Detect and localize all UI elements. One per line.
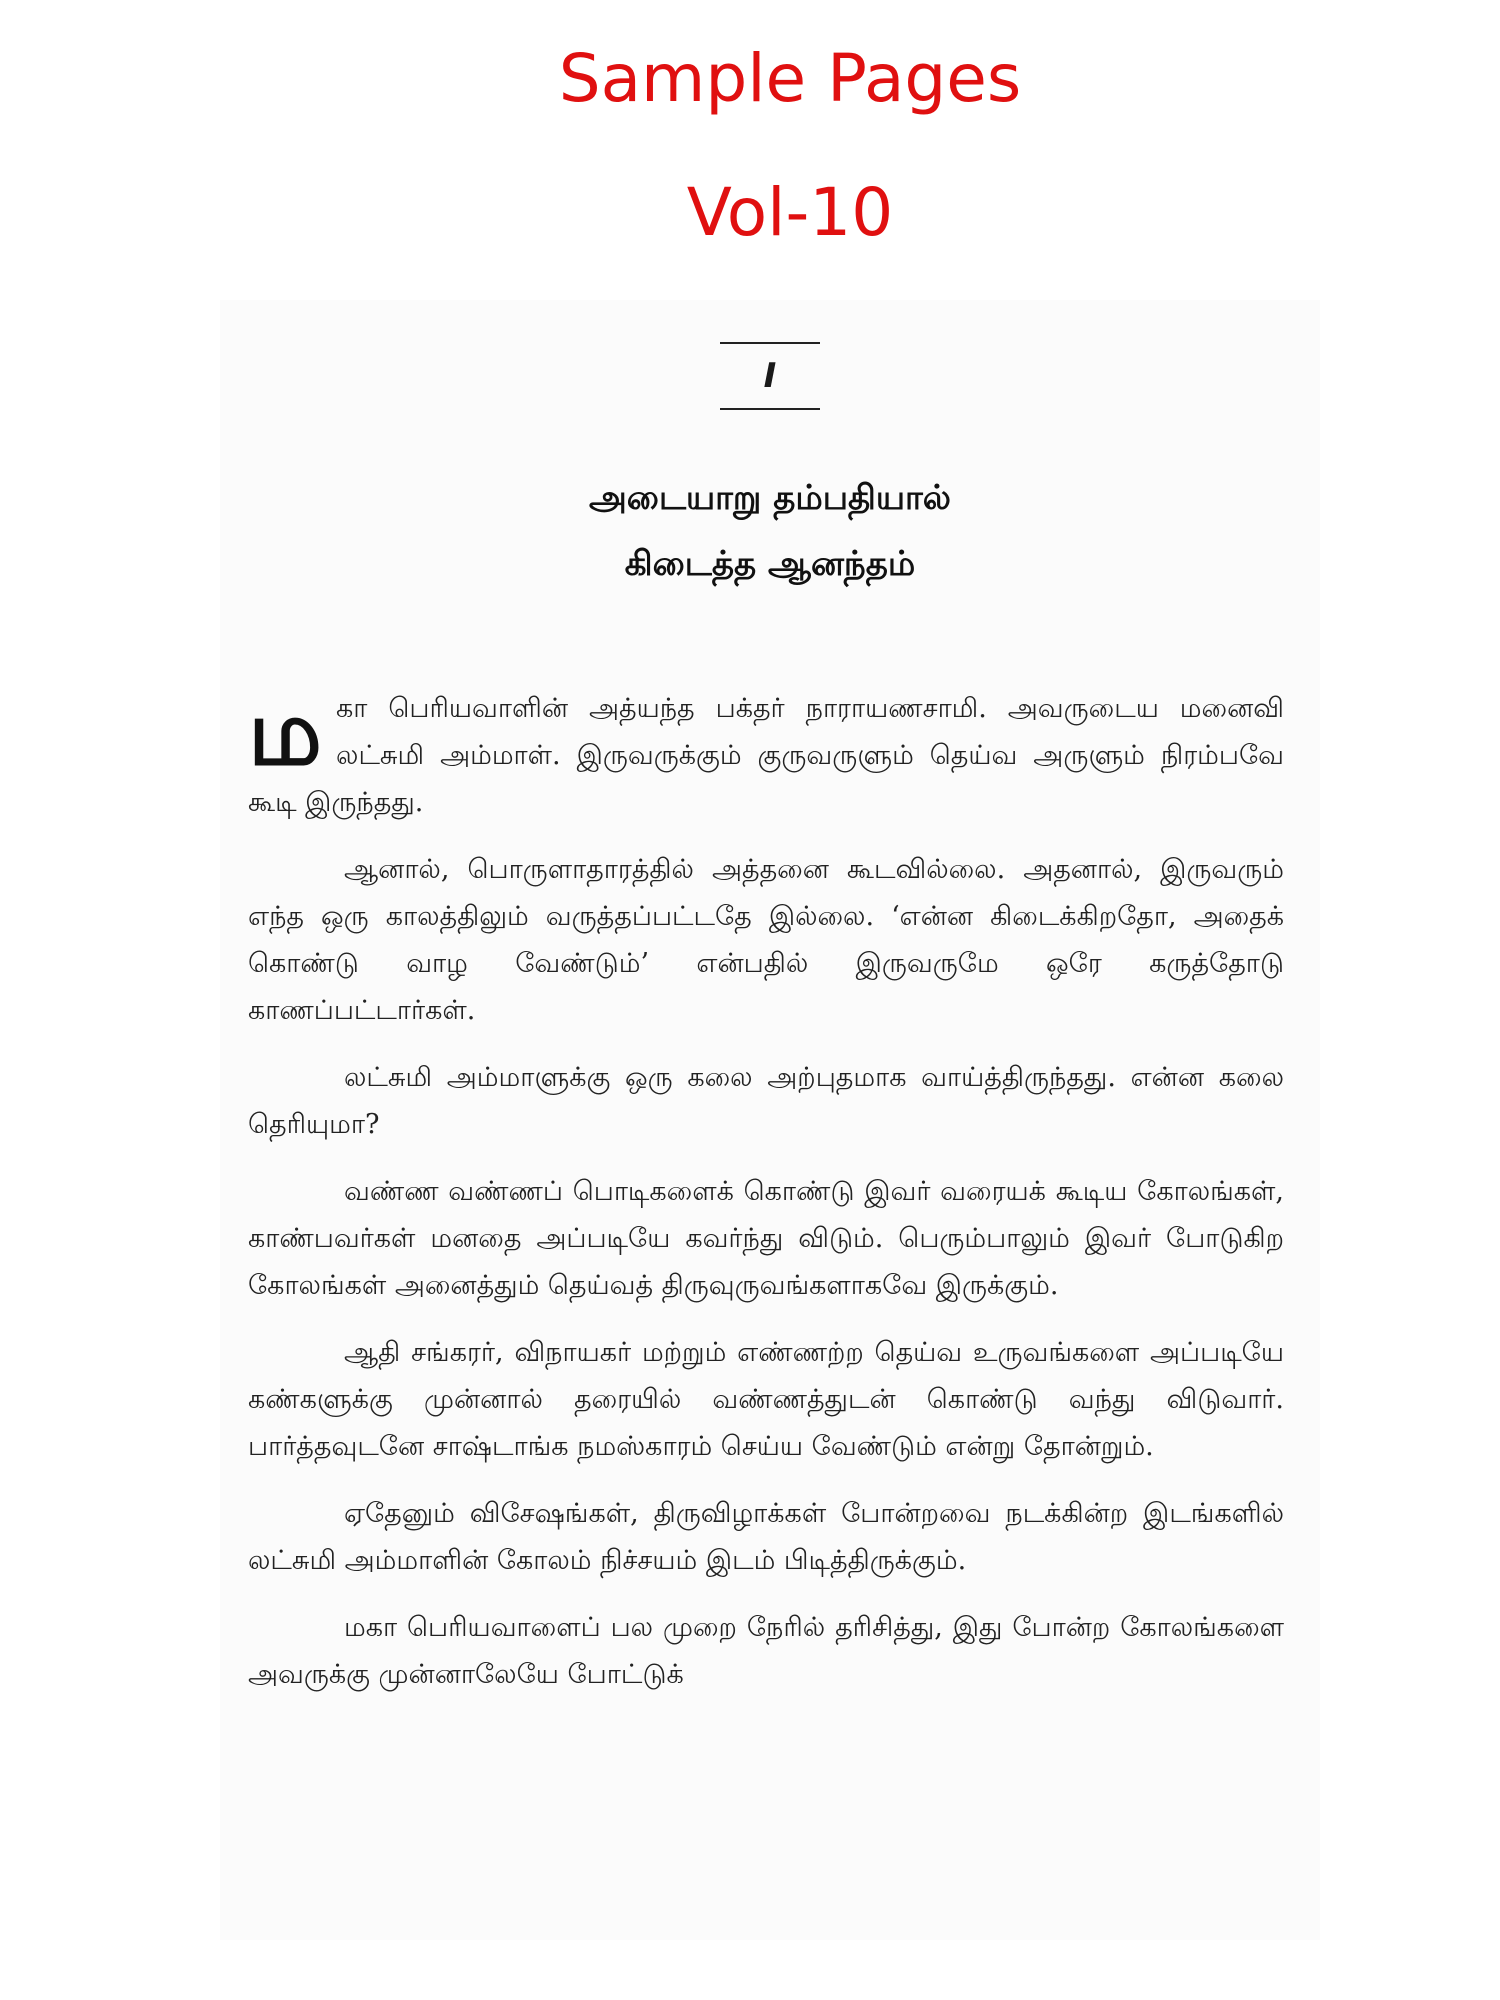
- chapter-title-line-2: கிடைத்த ஆனந்தம்: [624, 544, 916, 584]
- chapter-marker: [720, 342, 820, 410]
- drop-cap-letter: ம: [248, 679, 323, 786]
- paragraph-5: ஆதி சங்கரர், விநாயகர் மற்றும் எண்ணற்ற தெய்வ உருவங்களை அப்படியே கண்களுக்கு முன்னால் தரையில் வண்ணத்துடன் கொண்டு வந்து விடுவார். பார்த்தவுடனே சாஷ்டாங்க நமஸ்காரம் செய்ய வேண்டும் என்று தோன்றும்.: [248, 1337, 1284, 1462]
- chapter-body: [248, 679, 1284, 1718]
- chapter-rule-bottom: [720, 408, 820, 410]
- paragraph-4: வண்ண வண்ணப் பொடிகளைக் கொண்டு இவர் வரையக் கூடிய கோலங்கள், காண்பவர்கள் மனதை அப்படியே கவர்ந்து விடும். பெரும்பாலும் இவர் போடுகிற கோலங்கள் அனைத்தும் தெய்வத் திருவுருவங்களாகவே இருக்கும்.: [248, 1176, 1284, 1301]
- paragraph-3: லட்சுமி அம்மாளுக்கு ஒரு கலை அற்புதமாக வாய்த்திருந்தது. என்ன கலை தெரியுமா?: [248, 1062, 1284, 1140]
- paragraph-2: ஆனால், பொருளாதாரத்தில் அத்தனை கூடவில்லை. அதனால், இருவரும் எந்த ஒரு காலத்திலும் வருத்தப்பட்டதே இல்லை. ‘என்ன கிடைக்கிறதோ, அதைக் கொண்டு வாழ வேண்டும்’ என்பதில் இருவருமே ஒரே கருத்தோடு காணப்பட்டார்கள்.: [248, 854, 1284, 1026]
- scanned-page: [220, 300, 1320, 1940]
- paragraph-7: மகா பெரியவாளைப் பல முறை நேரில் தரிசித்து, இது போன்ற கோலங்களை அவருக்கு முன்னாலேயே போட்டுக்: [248, 1612, 1284, 1690]
- chapter-title-line-1: அடையாறு தம்பதியால்: [589, 478, 951, 518]
- chapter-number: I: [763, 356, 777, 396]
- chapter-title: [220, 465, 1320, 597]
- paragraph-6: ஏதேனும் விசேஷங்கள், திருவிழாக்கள் போன்றவை நடக்கின்ற இடங்களில் லட்சுமி அம்மாளின் கோலம் நிச்சயம் இடம் பிடித்திருக்கும்.: [248, 1498, 1284, 1576]
- sample-pages-heading: Sample Pages: [558, 40, 1022, 117]
- volume-label: Vol-10: [686, 174, 894, 251]
- paragraph-1: [248, 679, 1284, 826]
- paragraph-1-text: கா பெரியவாளின் அத்யந்த பக்தர் நாராயணசாமி. அவருடைய மனைவி லட்சுமி அம்மாள். இருவருக்கும் குருவருளும் தெய்வ அருளும் நிரம்பவே கூடி இருந்தது.: [248, 693, 1284, 818]
